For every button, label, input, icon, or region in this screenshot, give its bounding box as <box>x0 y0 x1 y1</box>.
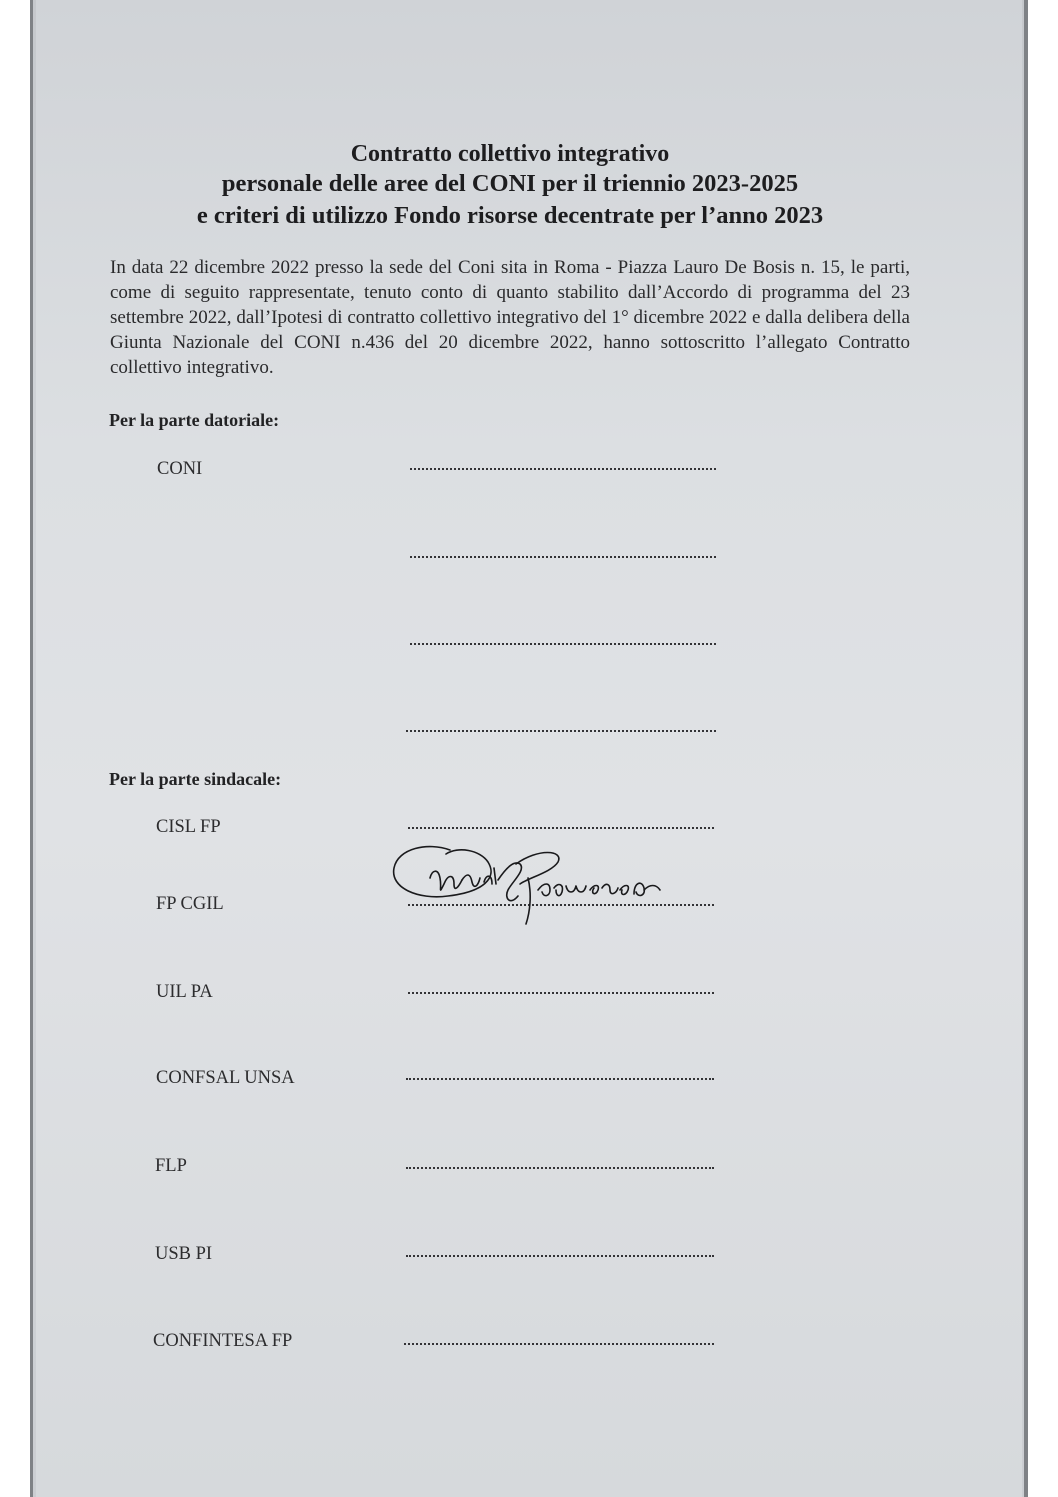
signature-line-coni-1 <box>410 468 716 470</box>
union-label-flp: FLP <box>155 1156 187 1176</box>
union-label-fp-cgil: FP CGIL <box>156 894 224 914</box>
signature-line-coni-4 <box>406 730 716 732</box>
signature-line-confsal-unsa <box>406 1078 714 1080</box>
union-label-confsal-unsa: CONFSAL UNSA <box>156 1068 295 1088</box>
signature-line-cisl-fp <box>408 827 714 829</box>
union-heading: Per la parte sindacale: <box>109 769 282 789</box>
intro-paragraph: In data 22 dicembre 2022 presso la sede del Coni sita in Roma - Piazza Lauro De Bosis n. 15, le parti, come di seguito rappresentate, tenuto conto di quanto stabilito dall’Accordo di programma del 23 settembre 2022, dall’Ipotesi di contratto collettivo integrativo del 1° dicembre 2022 e dalla delibera della Giunta Nazionale del CONI n.436 del 20 dicembre 2022, hanno sottoscritto l’allegato Contratto collettivo integrativo. <box>110 257 910 378</box>
title-line-1: Contratto collettivo integrativo <box>350 141 670 167</box>
employer-label-coni: CONI <box>157 459 203 479</box>
signature-line-confintesa-fp <box>404 1343 714 1345</box>
scan-edge-left <box>30 0 33 1497</box>
union-label-usb-pi: USB PI <box>155 1244 213 1264</box>
signature-line-coni-2 <box>410 556 716 558</box>
title-line-2: personale delle aree del CONI per il triennio 2023-2025 <box>221 170 799 197</box>
signature-line-usb-pi <box>406 1255 714 1257</box>
union-label-uil-pa: UIL PA <box>156 982 213 1002</box>
signature-line-flp <box>406 1167 714 1169</box>
union-label-confintesa-fp: CONFINTESA FP <box>153 1331 293 1351</box>
signature-line-uil-pa <box>408 992 714 994</box>
union-label-cisl-fp: CISL FP <box>156 817 221 837</box>
employer-heading: Per la parte datoriale: <box>109 410 280 430</box>
title-line-3: e criteri di utilizzo Fondo risorse decentrate per l’anno 2023 <box>196 202 824 229</box>
scan-edge-right <box>1024 0 1028 1497</box>
handwritten-signature <box>388 838 688 928</box>
signature-line-coni-3 <box>410 643 716 645</box>
